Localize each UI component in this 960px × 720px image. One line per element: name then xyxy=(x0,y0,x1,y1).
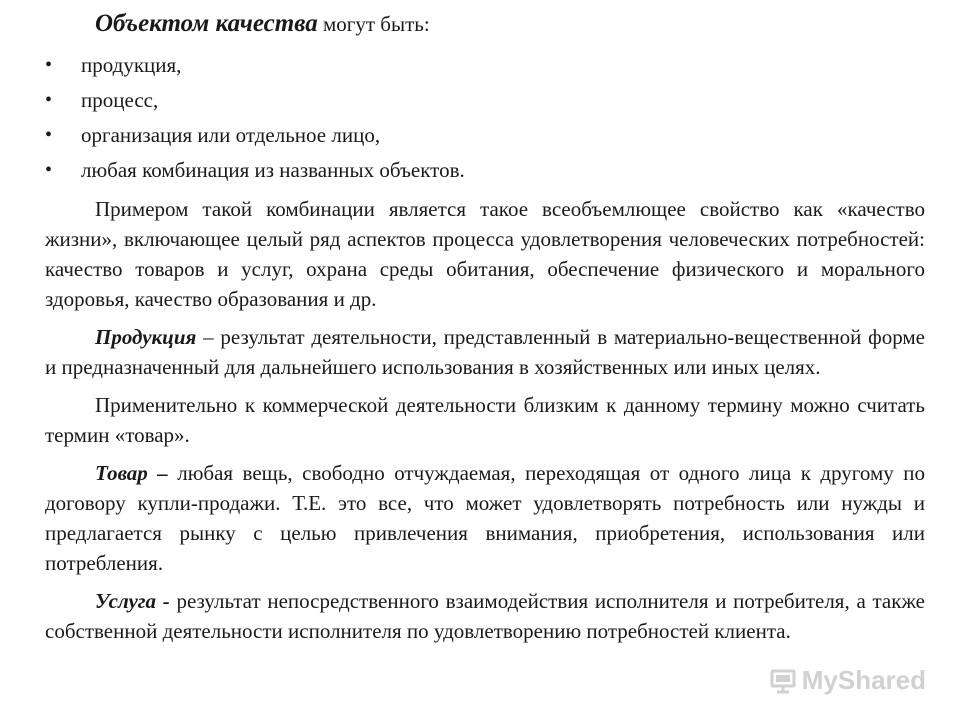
bullet-icon: • xyxy=(45,124,53,146)
paragraph-text: – результат деятельности, представленный в материально-вещественной форме и предназначенный для дальнейшего использования в хозяйственных или иных целях. xyxy=(45,325,925,379)
watermark xyxy=(770,665,926,696)
heading-term: Объектом качества xyxy=(95,10,318,37)
paragraph-text: Применительно к коммерческой деятельности близким к данному термину можно считать термин «товар». xyxy=(45,393,925,447)
paragraph-service-definition xyxy=(45,586,925,646)
list-item-text: организация или отдельное лицо, xyxy=(81,123,381,147)
term-service: Услуга - xyxy=(95,589,170,613)
heading xyxy=(45,8,925,44)
list-item xyxy=(45,83,925,118)
paragraph-text: Примером такой комбинации является такое всеобъемлющее свойство как «качество жизни», включающее целый ряд аспектов процесса удовлетворения человеческих потребностей: качество товаров и услуг, охрана среды обитания, обеспечение физического и морального здоровья, качество образования и др. xyxy=(45,197,925,311)
paragraph-text: результат непосредственного взаимодействия исполнителя и потребителя, а также собственной деятельности исполнителя по удовлетворению потребностей клиента. xyxy=(45,589,926,643)
paragraph-goods-definition xyxy=(45,458,925,578)
term-product: Продукция xyxy=(95,325,197,349)
paragraph-commercial xyxy=(45,390,925,450)
heading-rest: могут быть: xyxy=(317,12,430,36)
paragraph-example xyxy=(45,194,925,314)
list-item-text: любая комбинация из названных объектов. xyxy=(81,158,465,182)
paragraph-product-definition xyxy=(45,322,925,382)
list-item xyxy=(45,48,925,83)
list-item xyxy=(45,118,925,153)
list-item-text: процесс, xyxy=(81,88,159,112)
bullet-icon: • xyxy=(45,54,53,76)
term-goods: Товар – xyxy=(95,461,168,485)
projector-screen-icon xyxy=(770,668,796,694)
paragraph-text: любая вещь, свободно отчуждаемая, переходящая от одного лица к другому по договору купли-продажи. Т.Е. это все, что может удовлетворять потребность или нужды и предлагается рынку с целью привлечения внимания, приобретения, использования или потребления. xyxy=(45,461,925,575)
list-item-text: продукция, xyxy=(81,53,182,77)
bullet-icon: • xyxy=(45,159,53,181)
bullet-icon: • xyxy=(45,89,53,111)
document-page xyxy=(45,0,925,646)
bullet-list xyxy=(45,48,925,188)
list-item xyxy=(45,153,925,188)
watermark-text: MyShared xyxy=(801,665,926,695)
